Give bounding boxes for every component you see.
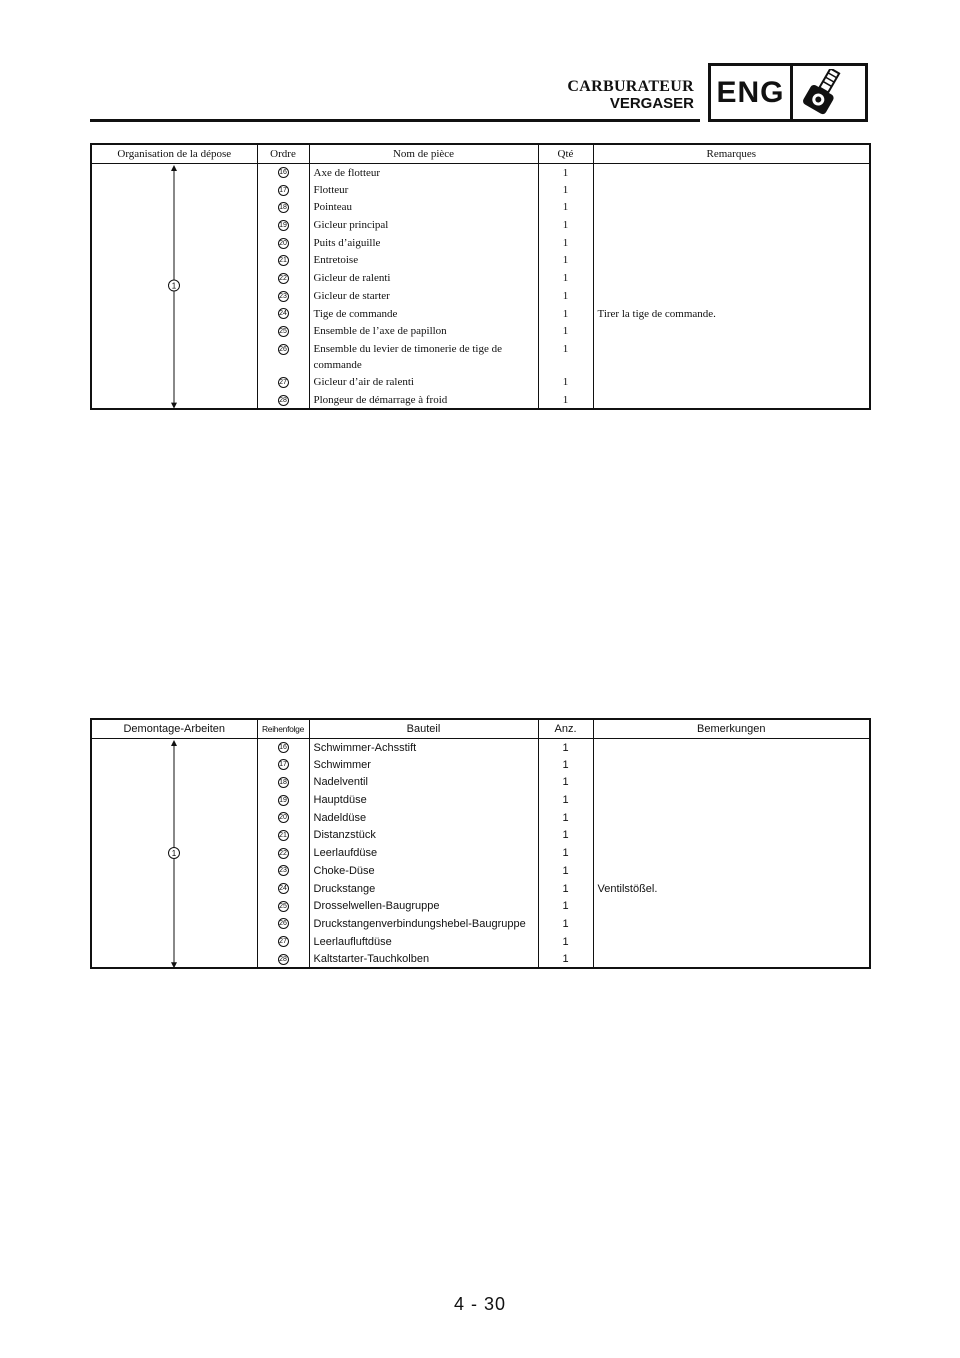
part-name: Druckstangenverbindungshebel-Baugruppe <box>313 917 526 930</box>
part-qty: 1 <box>538 809 593 827</box>
arrow-head-bottom <box>171 402 177 408</box>
part-name: Plongeur de démarrage à froid <box>313 393 448 406</box>
order-number: 19 <box>279 796 287 804</box>
part-name: Pointeau <box>313 201 352 214</box>
removal-table-de <box>90 718 871 969</box>
order-number: 28 <box>279 396 287 404</box>
order-cell <box>257 198 309 216</box>
part-name: Ensemble de l’axe de papillon <box>313 325 447 338</box>
part-remark <box>593 915 870 933</box>
part-remark <box>593 950 870 968</box>
part-qty: 1 <box>538 791 593 809</box>
col-header-organisation: Organisation de la dépose <box>91 144 257 163</box>
part-name: Gicleur d’air de ralenti <box>313 375 414 388</box>
part-remark <box>593 809 870 827</box>
order-number: 20 <box>279 814 287 822</box>
part-remark <box>593 198 870 216</box>
table-row <box>91 163 870 181</box>
part-name: Leerlaufluftdüse <box>313 935 392 948</box>
order-cell <box>257 844 309 862</box>
part-name: Flotteur <box>313 183 349 196</box>
part-name: Leerlaufdüse <box>313 847 378 860</box>
arrow-head-top <box>171 165 177 171</box>
part-name: Gicleur de ralenti <box>313 272 391 285</box>
removal-sequence-arrow <box>92 164 258 410</box>
part-name: Drosselwellen-Baugruppe <box>313 900 440 913</box>
order-number: 21 <box>279 832 287 840</box>
part-qty: 1 <box>538 305 593 323</box>
part-remark <box>593 844 870 862</box>
order-cell <box>257 322 309 340</box>
order-cell <box>257 305 309 323</box>
part-remark <box>593 391 870 409</box>
eng-badge-label: ENG <box>711 66 793 119</box>
part-qty: 1 <box>538 391 593 409</box>
order-cell <box>257 391 309 409</box>
order-number: 23 <box>279 292 287 300</box>
part-qty: 1 <box>538 880 593 898</box>
part-qty: 1 <box>538 198 593 216</box>
part-name: Puits d’aiguille <box>313 236 381 249</box>
part-qty: 1 <box>538 251 593 269</box>
order-number: 17 <box>279 186 287 194</box>
order-number: 23 <box>279 867 287 875</box>
order-cell <box>257 897 309 915</box>
part-name: Hauptdüse <box>313 794 367 807</box>
order-cell <box>257 181 309 199</box>
engine-piston-icon <box>793 66 865 119</box>
part-name: Schwimmer <box>313 758 371 771</box>
order-number: 16 <box>279 744 287 752</box>
order-cell <box>257 791 309 809</box>
part-remark <box>593 738 870 756</box>
part-remark <box>593 251 870 269</box>
table-row <box>91 738 870 756</box>
order-number: 25 <box>279 902 287 910</box>
order-number: 24 <box>279 885 287 893</box>
order-number: 19 <box>279 222 287 230</box>
group-label: 1 <box>171 848 177 858</box>
part-qty: 1 <box>538 234 593 252</box>
removal-group-cell <box>91 738 257 968</box>
group-label: 1 <box>171 281 177 291</box>
table-body <box>91 738 870 968</box>
col-header-organisation: Demontage-Arbeiten <box>91 719 257 738</box>
part-remark <box>593 234 870 252</box>
arrow-head-top <box>171 740 177 746</box>
order-number: 27 <box>279 938 287 946</box>
col-header-qty: Qté <box>538 144 593 163</box>
order-number: 22 <box>279 849 287 857</box>
part-name: Axe de flotteur <box>313 166 381 179</box>
part-qty: 1 <box>538 897 593 915</box>
part-remark <box>593 181 870 199</box>
order-cell <box>257 269 309 287</box>
part-name: Gicleur de starter <box>313 289 390 302</box>
order-cell <box>257 862 309 880</box>
col-header-part-name: Bauteil <box>309 719 538 738</box>
order-number: 27 <box>279 378 287 386</box>
part-name: Nadelventil <box>313 776 368 789</box>
part-qty: 1 <box>538 373 593 391</box>
part-remark <box>593 216 870 234</box>
order-cell <box>257 933 309 951</box>
col-header-order: Reihenfolge <box>257 719 309 738</box>
part-remark <box>593 897 870 915</box>
part-remark: Ventilstößel. <box>593 880 870 898</box>
order-cell <box>257 950 309 968</box>
arrow-head-bottom <box>171 962 177 968</box>
order-cell <box>257 738 309 756</box>
part-qty: 1 <box>538 216 593 234</box>
order-cell <box>257 216 309 234</box>
order-cell <box>257 809 309 827</box>
table-header-row <box>91 719 870 738</box>
order-number: 26 <box>279 920 287 928</box>
part-remark <box>593 269 870 287</box>
order-cell <box>257 340 309 373</box>
table-body <box>91 163 870 409</box>
part-name: Kaltstarter-Tauchkolben <box>313 953 430 966</box>
part-name: Distanzstück <box>313 829 376 842</box>
part-name: Schwimmer-Achsstift <box>313 741 417 754</box>
col-header-part-name: Nom de pièce <box>309 144 538 163</box>
eng-badge <box>708 63 868 122</box>
page-number: 4 - 30 <box>453 1294 507 1314</box>
part-remark <box>593 756 870 774</box>
part-name: Gicleur principal <box>313 219 389 232</box>
col-header-qty: Anz. <box>538 719 593 738</box>
part-remark: Tirer la tige de commande. <box>593 305 870 323</box>
order-number: 17 <box>279 761 287 769</box>
section-title-de: VERGASER <box>609 95 694 112</box>
col-header-remarks: Bemerkungen <box>593 719 870 738</box>
removal-table-fr <box>90 143 871 410</box>
part-qty: 1 <box>538 322 593 340</box>
order-cell <box>257 756 309 774</box>
part-remark <box>593 773 870 791</box>
part-name: Nadeldüse <box>313 811 367 824</box>
part-qty: 1 <box>538 181 593 199</box>
order-cell <box>257 234 309 252</box>
part-qty: 1 <box>538 287 593 305</box>
part-remark <box>593 791 870 809</box>
removal-sequence-arrow <box>92 739 258 969</box>
part-qty: 1 <box>538 862 593 880</box>
order-cell <box>257 773 309 791</box>
part-qty: 1 <box>538 340 593 373</box>
order-number: 21 <box>279 257 287 265</box>
part-qty: 1 <box>538 269 593 287</box>
order-number: 22 <box>279 275 287 283</box>
order-cell <box>257 163 309 181</box>
header-rule <box>90 119 700 122</box>
order-cell <box>257 251 309 269</box>
order-cell <box>257 880 309 898</box>
part-name: Entretoise <box>313 254 359 267</box>
order-number: 20 <box>279 239 287 247</box>
order-cell <box>257 287 309 305</box>
part-qty: 1 <box>538 163 593 181</box>
part-qty: 1 <box>538 756 593 774</box>
order-number: 16 <box>279 169 287 177</box>
col-header-order: Ordre <box>257 144 309 163</box>
order-number: 25 <box>279 328 287 336</box>
part-qty: 1 <box>538 738 593 756</box>
part-remark <box>593 862 870 880</box>
part-qty: 1 <box>538 826 593 844</box>
part-remark <box>593 322 870 340</box>
part-remark <box>593 163 870 181</box>
part-remark <box>593 826 870 844</box>
part-name: Tige de commande <box>313 307 398 320</box>
part-qty: 1 <box>538 933 593 951</box>
part-qty: 1 <box>538 844 593 862</box>
section-title-fr: CARBURATEUR <box>567 78 694 95</box>
order-cell <box>257 915 309 933</box>
table-header-row <box>91 144 870 163</box>
col-header-remarks: Remarques <box>593 144 870 163</box>
part-remark <box>593 287 870 305</box>
order-number: 18 <box>279 204 287 212</box>
part-name: Choke-Düse <box>313 864 375 877</box>
part-qty: 1 <box>538 915 593 933</box>
order-number: 24 <box>279 310 287 318</box>
order-number: 18 <box>279 778 287 786</box>
part-remark <box>593 373 870 391</box>
order-cell <box>257 373 309 391</box>
order-number: 28 <box>279 955 287 963</box>
part-remark <box>593 340 870 373</box>
part-remark <box>593 933 870 951</box>
order-number: 26 <box>279 345 287 353</box>
part-name: Druckstange <box>313 882 376 895</box>
order-cell <box>257 826 309 844</box>
removal-group-cell <box>91 163 257 409</box>
part-qty: 1 <box>538 773 593 791</box>
part-qty: 1 <box>538 950 593 968</box>
part-name: Ensemble du levier de timonerie de tige de commande <box>313 342 502 371</box>
